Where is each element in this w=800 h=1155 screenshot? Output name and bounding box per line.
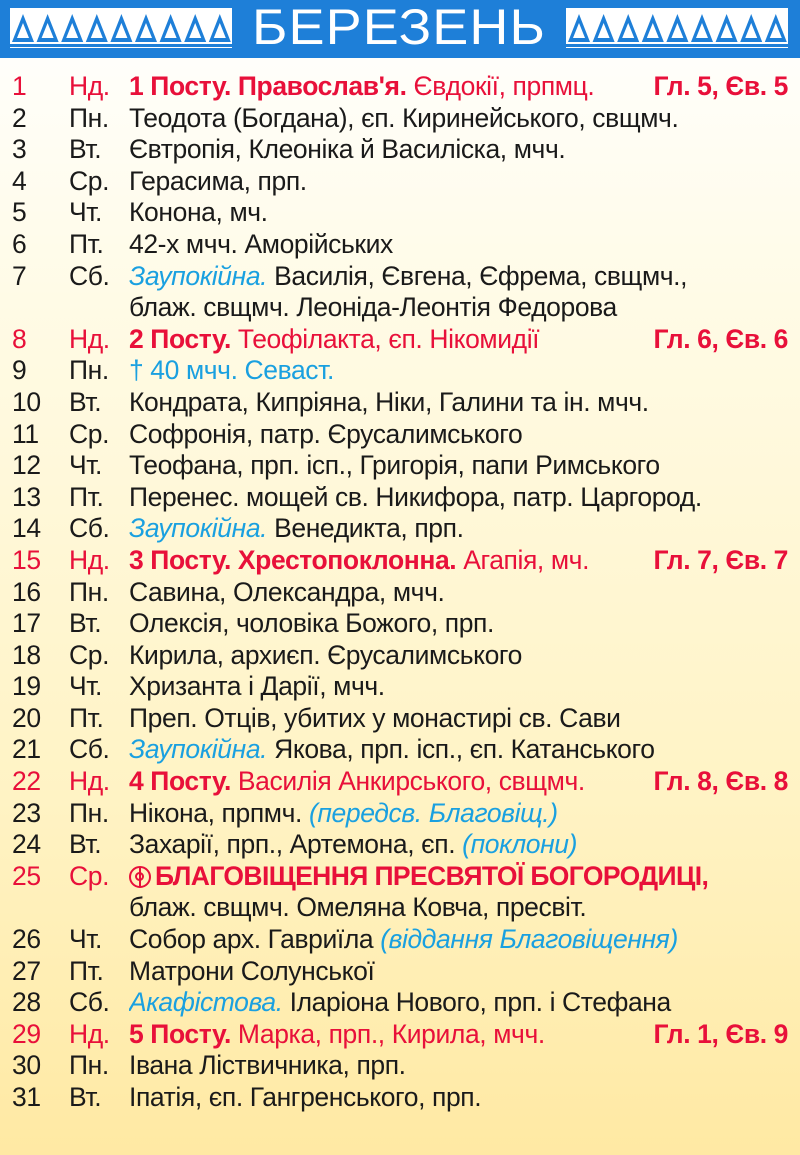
weekday: Нд.: [69, 1018, 110, 1049]
saint-names: Іпатія, єп. Гангренського, прп.: [129, 1082, 482, 1112]
saint-names: Захарії, прп., Артемона, єп.: [129, 829, 463, 860]
feast-cross-icon: [129, 866, 151, 888]
feast-text: [129, 387, 797, 419]
feast-text: [129, 671, 797, 703]
feast-text: [129, 987, 797, 1019]
calendar-row: [0, 229, 800, 261]
feast-text: [129, 197, 797, 229]
day-number: 24: [12, 829, 41, 860]
saint-names: Василія, Євгена, Єфрема, свщмч.,: [267, 260, 688, 291]
feast-text: [129, 577, 797, 609]
feast-highlight: † 40 мчч. Севаст.: [129, 355, 334, 386]
feast-text: [129, 134, 797, 166]
day-number: 6: [12, 228, 27, 259]
sunday-title: 3 Посту. Хрестопоклонна.: [129, 544, 457, 575]
feast-text: [129, 513, 797, 545]
weekday: Чт.: [69, 450, 103, 481]
great-feast-title: БЛАГОВІЩЕННЯ ПРЕСВЯТОЇ БОГОРОДИЦІ,: [155, 860, 709, 891]
calendar-row: [0, 1019, 800, 1051]
day-number: 4: [12, 165, 27, 196]
feast-text: [129, 1050, 797, 1082]
saint-names: Собор арх. Гавриїла: [129, 924, 381, 955]
weekday: Сб.: [69, 734, 110, 765]
weekday: Сб.: [69, 513, 110, 544]
calendar-row: [0, 513, 800, 545]
weekday: Нд.: [69, 766, 110, 797]
weekday: Сб.: [69, 260, 110, 291]
day-number: 7: [12, 260, 27, 291]
weekday: Пн.: [69, 102, 109, 133]
day-number: 17: [12, 608, 41, 639]
calendar-row: [0, 924, 800, 956]
saint-names: Марка, прп., Кирила, мчч.: [230, 1018, 545, 1049]
calendar-row: [0, 987, 800, 1019]
weekday: Пн.: [69, 1050, 109, 1081]
calendar-row: [0, 1050, 800, 1082]
calendar-row: [0, 324, 800, 356]
ornament-baseline: [10, 44, 232, 47]
day-number: 14: [12, 513, 41, 544]
liturgical-note: (поклони): [462, 829, 578, 860]
day-number: 8: [12, 323, 27, 354]
saint-names: Конона, мч.: [129, 197, 268, 228]
feast-text: [129, 450, 797, 482]
calendar-row: [0, 545, 800, 577]
weekday: Чт.: [69, 197, 103, 228]
calendar-row: [0, 292, 800, 324]
sunday-title: 2 Посту.: [129, 323, 231, 354]
feast-text: [129, 956, 797, 988]
saint-names: Якова, прп. ісп., єп. Катанського: [267, 734, 655, 765]
weekday: Пн.: [69, 355, 109, 386]
day-number: 31: [12, 1082, 41, 1112]
calendar-row: [0, 703, 800, 735]
saint-names: Софронія, патр. Єрусалимського: [129, 418, 523, 449]
sunday-title: 4 Посту.: [129, 766, 231, 797]
calendar-row: [0, 798, 800, 830]
day-number: 26: [12, 924, 41, 955]
feast-text: [129, 829, 797, 861]
day-number: 15: [12, 544, 41, 575]
ornament-right: [566, 8, 788, 48]
saint-names: Кондрата, Кипріяна, Ніки, Галини та ін. мчч.: [129, 386, 649, 417]
tone-gospel-tag: Гл. 8, Єв. 8: [653, 766, 788, 797]
feast-text: [129, 229, 797, 261]
feast-text: [129, 892, 797, 924]
weekday: Пт.: [69, 228, 104, 259]
saint-names: блаж. свщмч. Омеляна Ковча, пресвіт.: [129, 892, 587, 923]
calendar-row: [0, 387, 800, 419]
ornament-left: [10, 8, 232, 48]
day-number: 1: [12, 71, 27, 101]
saint-names: Венедикта, прп.: [267, 513, 464, 544]
weekday: Вт.: [69, 608, 102, 639]
feast-text: [129, 798, 797, 830]
saint-names: блаж. свщмч. Леоніда-Леонтія Федорова: [129, 292, 617, 323]
day-number: 13: [12, 481, 41, 512]
calendar-row: [0, 261, 800, 293]
feast-text: [129, 103, 797, 135]
weekday: Чт.: [69, 671, 103, 702]
day-number: 27: [12, 955, 41, 986]
day-number: 12: [12, 450, 41, 481]
saint-names: Теодота (Богдана), єп. Киринейського, свщмч.: [129, 102, 679, 133]
calendar-row: [0, 577, 800, 609]
weekday: Пт.: [69, 481, 104, 512]
day-number: 16: [12, 576, 41, 607]
feast-text: [129, 1082, 797, 1114]
tone-gospel-tag: Гл. 7, Єв. 7: [653, 544, 788, 575]
tone-gospel-tag: Гл. 5, Єв. 5: [653, 71, 788, 101]
calendar-row: [0, 482, 800, 514]
weekday: Ср.: [69, 639, 110, 670]
saint-names: Преп. Отців, убитих у монастирі св. Сави: [129, 702, 621, 733]
feast-text: [129, 703, 797, 735]
weekday: Вт.: [69, 829, 102, 860]
saint-names: Теофілакта, єп. Нікомидії: [230, 323, 540, 354]
feast-text: [129, 261, 797, 293]
calendar-row: [0, 134, 800, 166]
feast-text: [129, 355, 797, 387]
day-number: 29: [12, 1018, 41, 1049]
calendar-row: [0, 892, 800, 924]
day-number: 9: [12, 355, 27, 386]
memorial-label: Заупокійна.: [129, 734, 268, 765]
feast-text: [129, 608, 797, 640]
day-number: 21: [12, 734, 41, 765]
saint-names: Іларіона Нового, прп. і Стефана: [282, 987, 671, 1018]
weekday: Пт.: [69, 955, 104, 986]
day-number: 19: [12, 671, 41, 702]
memorial-label: Заупокійна.: [129, 513, 268, 544]
memorial-label: Заупокійна.: [129, 260, 268, 291]
saint-names: Матрони Солунської: [129, 955, 375, 986]
weekday: Нд.: [69, 544, 110, 575]
month-title: БЕРЕЗЕНЬ: [251, 0, 546, 55]
weekday: Ср.: [69, 418, 110, 449]
calendar-row: [0, 419, 800, 451]
weekday: Вт.: [69, 386, 102, 417]
day-number: 30: [12, 1050, 41, 1081]
calendar-row: [0, 734, 800, 766]
day-number: 18: [12, 639, 41, 670]
feast-text: [129, 292, 797, 324]
sunday-title: 5 Посту.: [129, 1018, 231, 1049]
day-number: 10: [12, 386, 41, 417]
saint-names: Герасима, прп.: [129, 165, 307, 196]
saint-names: Агапія, мч.: [456, 544, 590, 575]
day-number: 3: [12, 134, 27, 165]
weekday: Вт.: [69, 1082, 102, 1112]
saint-names: Савина, Олександра, мчч.: [129, 576, 445, 607]
day-number: 11: [12, 418, 39, 449]
liturgical-note: (віддання Благовіщення): [380, 924, 678, 955]
ornament-baseline: [566, 44, 788, 47]
tone-gospel-tag: Гл. 6, Єв. 6: [653, 323, 788, 354]
calendar-row: [0, 766, 800, 798]
calendar-list: [0, 71, 800, 1114]
feast-text: [129, 166, 797, 198]
weekday: Пт.: [69, 702, 104, 733]
saint-names: Теофана, прп. ісп., Григорія, папи Римського: [129, 450, 660, 481]
calendar-row: [0, 861, 800, 893]
saint-names: Хризанта і Дарії, мчч.: [129, 671, 385, 702]
weekday: Нд.: [69, 323, 110, 354]
feast-text: [129, 640, 797, 672]
sunday-title: 1 Посту. Православ'я.: [129, 71, 407, 101]
weekday: Сб.: [69, 987, 110, 1018]
calendar-row: [0, 829, 800, 861]
liturgical-note: (передсв. Благовіщ.): [308, 797, 558, 828]
day-number: 25: [12, 860, 41, 891]
day-number: 23: [12, 797, 41, 828]
saint-names: Івана Ліствичника, прп.: [129, 1050, 406, 1081]
weekday: Пн.: [69, 576, 109, 607]
feast-text: [129, 419, 797, 451]
calendar-row: [0, 355, 800, 387]
day-number: 2: [12, 102, 27, 133]
calendar-row: [0, 71, 800, 103]
saint-names: Нікона, прпмч.: [129, 797, 309, 828]
weekday: Ср.: [69, 165, 110, 196]
saint-names: Перенес. мощей св. Никифора, патр. Царгород.: [129, 481, 702, 512]
calendar-row: [0, 671, 800, 703]
memorial-label: Акафістова.: [129, 987, 283, 1018]
weekday: Пн.: [69, 797, 109, 828]
day-number: 20: [12, 702, 41, 733]
saint-names: Олексія, чоловіка Божого, прп.: [129, 608, 494, 639]
calendar-row: [0, 608, 800, 640]
feast-text: [129, 924, 797, 956]
saint-names: Євдокії, прпмц.: [406, 71, 595, 101]
calendar-row: [0, 640, 800, 672]
saint-names: Кирила, архиєп. Єрусалимського: [129, 639, 522, 670]
weekday: Ср.: [69, 860, 110, 891]
feast-text: [129, 861, 797, 893]
calendar-row: [0, 166, 800, 198]
day-number: 28: [12, 987, 41, 1018]
calendar-row: [0, 1082, 800, 1114]
feast-text: [129, 734, 797, 766]
saint-names: Євтропія, Клеоніка й Василіска, мчч.: [129, 134, 566, 165]
feast-text: [129, 482, 797, 514]
calendar-row: [0, 197, 800, 229]
day-number: 5: [12, 197, 27, 228]
day-number: 22: [12, 766, 41, 797]
calendar-row: [0, 450, 800, 482]
tone-gospel-tag: Гл. 1, Єв. 9: [653, 1018, 788, 1049]
weekday: Нд.: [69, 71, 110, 101]
weekday: Вт.: [69, 134, 102, 165]
month-header: [0, 0, 800, 62]
weekday: Чт.: [69, 924, 103, 955]
calendar-row: [0, 956, 800, 988]
saint-names: 42-х мчч. Аморійських: [129, 228, 393, 259]
saint-names: Василія Анкирського, свщмч.: [230, 766, 585, 797]
calendar-row: [0, 103, 800, 135]
